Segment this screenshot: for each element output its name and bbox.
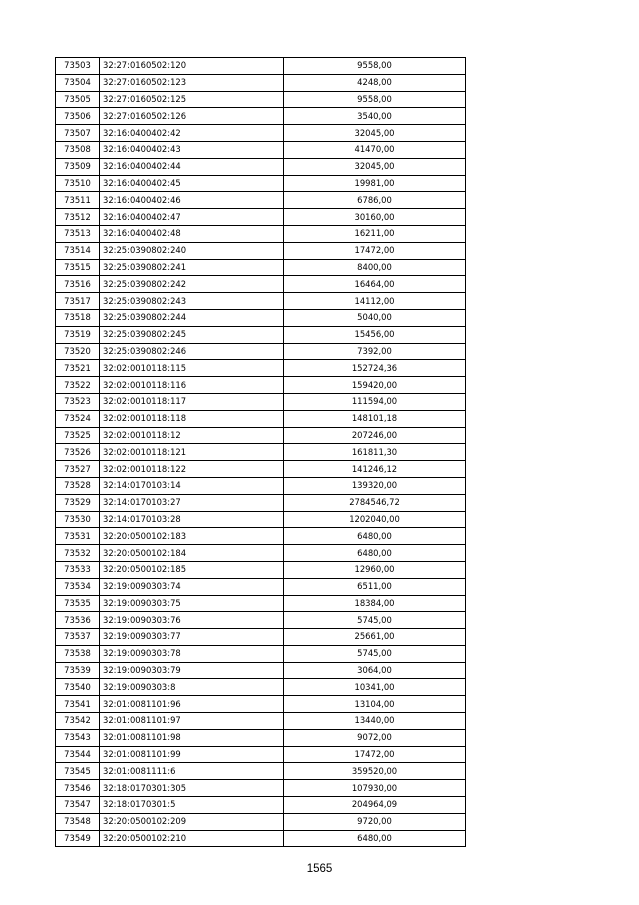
- value-cell: 9720,00: [284, 813, 466, 830]
- table-row: [56, 494, 466, 511]
- value-cell: 41470,00: [284, 141, 466, 158]
- table-row: [56, 410, 466, 427]
- table-row: [56, 729, 466, 746]
- cadastral-number-cell: 32:14:0170103:27: [100, 494, 284, 511]
- cadastral-number-cell: 32:02:0010118:121: [100, 444, 284, 461]
- table-row: [56, 58, 466, 75]
- table-row: [56, 242, 466, 259]
- row-id-cell: 73526: [56, 444, 100, 461]
- table-row: [56, 696, 466, 713]
- row-id-cell: 73503: [56, 58, 100, 75]
- table-row: [56, 545, 466, 562]
- value-cell: 2784546,72: [284, 494, 466, 511]
- cadastral-number-cell: 32:20:0500102:209: [100, 813, 284, 830]
- table-row: [56, 780, 466, 797]
- value-cell: 19981,00: [284, 175, 466, 192]
- table-row: [56, 276, 466, 293]
- row-id-cell: 73537: [56, 629, 100, 646]
- row-id-cell: 73513: [56, 225, 100, 242]
- row-id-cell: 73524: [56, 410, 100, 427]
- cadastral-number-cell: 32:16:0400402:42: [100, 125, 284, 142]
- table-row: [56, 612, 466, 629]
- row-id-cell: 73523: [56, 393, 100, 410]
- row-id-cell: 73528: [56, 477, 100, 494]
- row-id-cell: 73531: [56, 528, 100, 545]
- cadastral-number-cell: 32:02:0010118:12: [100, 427, 284, 444]
- table-row: [56, 141, 466, 158]
- value-cell: 1202040,00: [284, 511, 466, 528]
- cadastral-number-cell: 32:20:0500102:183: [100, 528, 284, 545]
- table-row: [56, 444, 466, 461]
- table-row: [56, 360, 466, 377]
- table-row: [56, 309, 466, 326]
- row-id-cell: 73514: [56, 242, 100, 259]
- cadastral-number-cell: 32:25:0390802:244: [100, 309, 284, 326]
- cadastral-number-cell: 32:25:0390802:241: [100, 259, 284, 276]
- value-cell: 6480,00: [284, 545, 466, 562]
- cadastral-number-cell: 32:16:0400402:44: [100, 158, 284, 175]
- table-row: [56, 629, 466, 646]
- table-row: [56, 343, 466, 360]
- value-cell: 16211,00: [284, 225, 466, 242]
- value-cell: 6786,00: [284, 192, 466, 209]
- cadastral-number-cell: 32:19:0090303:74: [100, 578, 284, 595]
- table-row: [56, 192, 466, 209]
- table-row: [56, 91, 466, 108]
- value-cell: 10341,00: [284, 679, 466, 696]
- table-row: [56, 175, 466, 192]
- cadastral-number-cell: 32:20:0500102:184: [100, 545, 284, 562]
- table-row: [56, 561, 466, 578]
- table-row: [56, 326, 466, 343]
- table-row: [56, 477, 466, 494]
- cadastral-number-cell: 32:19:0090303:79: [100, 662, 284, 679]
- value-cell: 107930,00: [284, 780, 466, 797]
- value-cell: 8400,00: [284, 259, 466, 276]
- value-cell: 3064,00: [284, 662, 466, 679]
- value-cell: 18384,00: [284, 595, 466, 612]
- cadastral-number-cell: 32:01:0081111:6: [100, 763, 284, 780]
- table-row: [56, 645, 466, 662]
- row-id-cell: 73535: [56, 595, 100, 612]
- row-id-cell: 73507: [56, 125, 100, 142]
- value-cell: 17472,00: [284, 746, 466, 763]
- row-id-cell: 73534: [56, 578, 100, 595]
- row-id-cell: 73511: [56, 192, 100, 209]
- cadastral-number-cell: 32:16:0400402:47: [100, 209, 284, 226]
- value-cell: 3540,00: [284, 108, 466, 125]
- row-id-cell: 73506: [56, 108, 100, 125]
- value-cell: 14112,00: [284, 293, 466, 310]
- row-id-cell: 73521: [56, 360, 100, 377]
- table-row: [56, 158, 466, 175]
- row-id-cell: 73529: [56, 494, 100, 511]
- cadastral-number-cell: 32:19:0090303:78: [100, 645, 284, 662]
- row-id-cell: 73546: [56, 780, 100, 797]
- value-cell: 5040,00: [284, 309, 466, 326]
- value-cell: 141246,12: [284, 461, 466, 478]
- table-body: [56, 58, 466, 847]
- value-cell: 5745,00: [284, 612, 466, 629]
- cadastral-number-cell: 32:27:0160502:120: [100, 58, 284, 75]
- table-row: [56, 746, 466, 763]
- value-cell: 152724,36: [284, 360, 466, 377]
- row-id-cell: 73541: [56, 696, 100, 713]
- row-id-cell: 73518: [56, 309, 100, 326]
- value-cell: 6480,00: [284, 830, 466, 847]
- table-row: [56, 293, 466, 310]
- value-cell: 7392,00: [284, 343, 466, 360]
- cadastral-number-cell: 32:19:0090303:75: [100, 595, 284, 612]
- table-row: [56, 511, 466, 528]
- cadastral-number-cell: 32:20:0500102:185: [100, 561, 284, 578]
- value-cell: 13104,00: [284, 696, 466, 713]
- table-row: [56, 763, 466, 780]
- value-cell: 148101,18: [284, 410, 466, 427]
- table-row: [56, 393, 466, 410]
- row-id-cell: 73536: [56, 612, 100, 629]
- cadastral-number-cell: 32:20:0500102:210: [100, 830, 284, 847]
- value-cell: 159420,00: [284, 377, 466, 394]
- table-row: [56, 74, 466, 91]
- cadastral-number-cell: 32:27:0160502:125: [100, 91, 284, 108]
- value-cell: 6511,00: [284, 578, 466, 595]
- row-id-cell: 73549: [56, 830, 100, 847]
- table-row: [56, 427, 466, 444]
- table-row: [56, 377, 466, 394]
- table-row: [56, 595, 466, 612]
- value-cell: 9558,00: [284, 91, 466, 108]
- cadastral-number-cell: 32:25:0390802:243: [100, 293, 284, 310]
- value-cell: 17472,00: [284, 242, 466, 259]
- value-cell: 6480,00: [284, 528, 466, 545]
- cadastral-number-cell: 32:27:0160502:123: [100, 74, 284, 91]
- row-id-cell: 73525: [56, 427, 100, 444]
- row-id-cell: 73515: [56, 259, 100, 276]
- row-id-cell: 73512: [56, 209, 100, 226]
- row-id-cell: 73516: [56, 276, 100, 293]
- row-id-cell: 73517: [56, 293, 100, 310]
- table-row: [56, 830, 466, 847]
- cadastral-number-cell: 32:16:0400402:43: [100, 141, 284, 158]
- value-cell: 207246,00: [284, 427, 466, 444]
- row-id-cell: 73509: [56, 158, 100, 175]
- cadastral-number-cell: 32:25:0390802:246: [100, 343, 284, 360]
- table-row: [56, 578, 466, 595]
- cadastral-number-cell: 32:27:0160502:126: [100, 108, 284, 125]
- value-cell: 32045,00: [284, 125, 466, 142]
- row-id-cell: 73519: [56, 326, 100, 343]
- row-id-cell: 73547: [56, 797, 100, 814]
- value-cell: 4248,00: [284, 74, 466, 91]
- row-id-cell: 73532: [56, 545, 100, 562]
- row-id-cell: 73540: [56, 679, 100, 696]
- row-id-cell: 73533: [56, 561, 100, 578]
- row-id-cell: 73504: [56, 74, 100, 91]
- table-row: [56, 108, 466, 125]
- cadastral-number-cell: 32:16:0400402:46: [100, 192, 284, 209]
- cadastral-number-cell: 32:19:0090303:76: [100, 612, 284, 629]
- cadastral-number-cell: 32:18:0170301:305: [100, 780, 284, 797]
- cadastral-number-cell: 32:02:0010118:116: [100, 377, 284, 394]
- cadastral-number-cell: 32:25:0390802:242: [100, 276, 284, 293]
- cadastral-number-cell: 32:02:0010118:122: [100, 461, 284, 478]
- value-cell: 13440,00: [284, 713, 466, 730]
- cadastral-number-cell: 32:01:0081101:98: [100, 729, 284, 746]
- table-row: [56, 662, 466, 679]
- row-id-cell: 73539: [56, 662, 100, 679]
- row-id-cell: 73530: [56, 511, 100, 528]
- value-cell: 25661,00: [284, 629, 466, 646]
- value-cell: 15456,00: [284, 326, 466, 343]
- table-row: [56, 209, 466, 226]
- value-cell: 9072,00: [284, 729, 466, 746]
- cadastral-number-cell: 32:25:0390802:240: [100, 242, 284, 259]
- cadastral-number-cell: 32:02:0010118:118: [100, 410, 284, 427]
- row-id-cell: 73505: [56, 91, 100, 108]
- cadastral-number-cell: 32:19:0090303:8: [100, 679, 284, 696]
- table-row: [56, 461, 466, 478]
- cadastral-number-cell: 32:14:0170103:28: [100, 511, 284, 528]
- value-cell: 5745,00: [284, 645, 466, 662]
- row-id-cell: 73538: [56, 645, 100, 662]
- cadastral-number-cell: 32:02:0010118:117: [100, 393, 284, 410]
- value-cell: 9558,00: [284, 58, 466, 75]
- row-id-cell: 73542: [56, 713, 100, 730]
- table-row: [56, 713, 466, 730]
- cadastral-number-cell: 32:16:0400402:48: [100, 225, 284, 242]
- value-cell: 111594,00: [284, 393, 466, 410]
- value-cell: 12960,00: [284, 561, 466, 578]
- table-row: [56, 528, 466, 545]
- row-id-cell: 73543: [56, 729, 100, 746]
- cadastral-number-cell: 32:14:0170103:14: [100, 477, 284, 494]
- cadastral-number-cell: 32:25:0390802:245: [100, 326, 284, 343]
- table-row: [56, 225, 466, 242]
- table-row: [56, 259, 466, 276]
- cadastral-value-table: [55, 57, 466, 847]
- cadastral-number-cell: 32:01:0081101:97: [100, 713, 284, 730]
- row-id-cell: 73548: [56, 813, 100, 830]
- page-number: 1565: [306, 863, 333, 875]
- row-id-cell: 73520: [56, 343, 100, 360]
- value-cell: 161811,30: [284, 444, 466, 461]
- row-id-cell: 73527: [56, 461, 100, 478]
- table-row: [56, 679, 466, 696]
- value-cell: 30160,00: [284, 209, 466, 226]
- table-row: [56, 813, 466, 830]
- value-cell: 32045,00: [284, 158, 466, 175]
- table-row: [56, 125, 466, 142]
- row-id-cell: 73508: [56, 141, 100, 158]
- row-id-cell: 73510: [56, 175, 100, 192]
- value-cell: 16464,00: [284, 276, 466, 293]
- cadastral-number-cell: 32:18:0170301:5: [100, 797, 284, 814]
- cadastral-number-cell: 32:19:0090303:77: [100, 629, 284, 646]
- row-id-cell: 73522: [56, 377, 100, 394]
- row-id-cell: 73545: [56, 763, 100, 780]
- cadastral-number-cell: 32:01:0081101:96: [100, 696, 284, 713]
- value-cell: 139320,00: [284, 477, 466, 494]
- row-id-cell: 73544: [56, 746, 100, 763]
- cadastral-number-cell: 32:01:0081101:99: [100, 746, 284, 763]
- table-row: [56, 797, 466, 814]
- value-cell: 204964,09: [284, 797, 466, 814]
- value-cell: 359520,00: [284, 763, 466, 780]
- cadastral-number-cell: 32:02:0010118:115: [100, 360, 284, 377]
- cadastral-number-cell: 32:16:0400402:45: [100, 175, 284, 192]
